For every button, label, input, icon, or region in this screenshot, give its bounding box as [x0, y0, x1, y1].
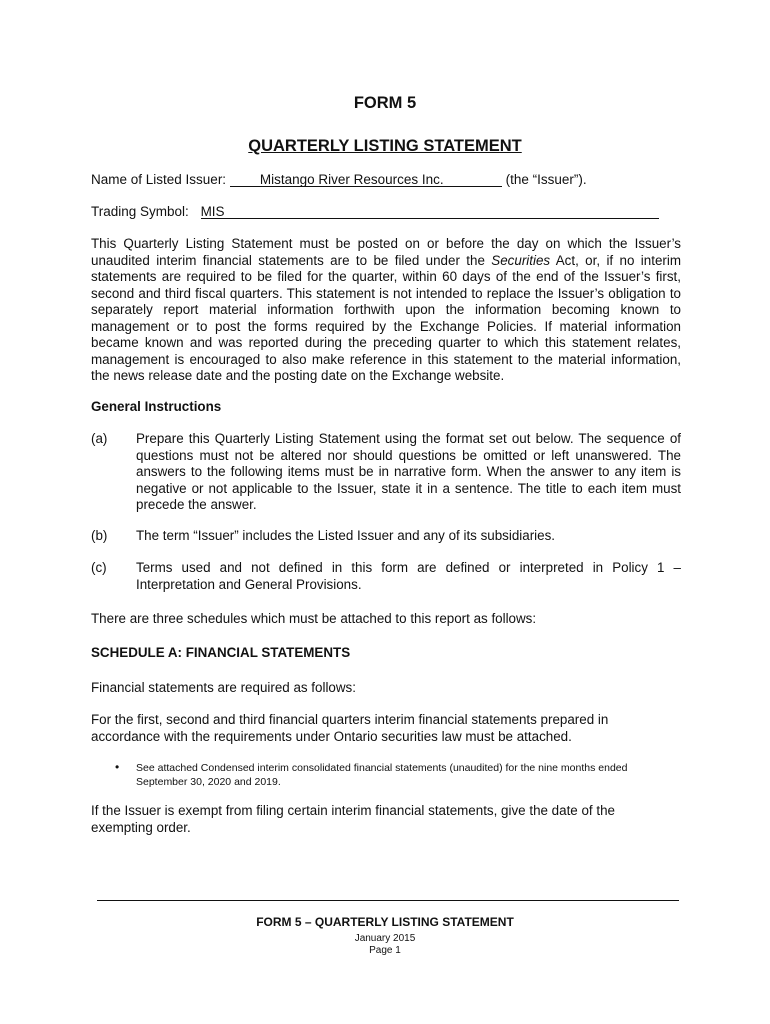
instruction-text-b: The term “Issuer” includes the Listed Issuer and any of its subsidiaries. [136, 528, 556, 543]
intro-paragraph [91, 236, 681, 385]
exempt-question: If the Issuer is exempt from filing certain interim financial statements, give the date of the exempting order. [91, 803, 615, 835]
general-instructions-heading: General Instructions [91, 399, 222, 414]
instruction-text-c: Terms used and not defined in this form are defined or interpreted in Policy 1 – Interpretation and General Provisions. [136, 560, 681, 592]
trading-symbol-label: Trading Symbol: [91, 204, 189, 219]
instruction-letter-a: (a) [91, 431, 108, 446]
footer-date: January 2015 [354, 933, 416, 944]
financial-statements-required: Financial statements are required as follows: [91, 680, 356, 695]
trading-symbol-row [91, 204, 659, 219]
footer-title: FORM 5 – QUARTERLY LISTING STATEMENT [256, 915, 514, 929]
statement-title: QUARTERLY LISTING STATEMENT [248, 137, 522, 155]
bullet-icon: • [115, 760, 120, 774]
issuer-name-row [91, 172, 587, 187]
schedule-a-heading: SCHEDULE A: FINANCIAL STATEMENTS [91, 645, 351, 660]
instruction-letter-c: (c) [91, 560, 107, 575]
quarters-requirement: For the first, second and third financial quarters interim financial statements prepared in accordance with the requirements under Ontario securities law must be attached. [91, 712, 609, 744]
intro-text-italic: Securities [491, 252, 551, 268]
attached-statements-note: See attached Condensed interim consolidated financial statements (unaudited) for the nine months ended September 30, 2020 and 2019. [136, 762, 628, 788]
form-number: FORM 5 [353, 94, 417, 112]
intro-text-part1: This Quarterly Listing Statement must be posted on or before the day on which the Issuer’s unaudited interim financial statements are to be filed under the [91, 236, 681, 268]
trading-symbol-field [201, 205, 659, 219]
schedules-intro: There are three schedules which must be attached to this report as follows: [91, 611, 537, 626]
intro-text-part2: Act, or, if no interim statements are required to be filed for the quarter, within 60 days of the end of the Issuer’s first, second and third fiscal quarters. This statement is not intended to replace the Issuer’s obligation to separately report material information forthwith upon the information becoming known to management or to post the forms required by the Exchange Policies. If material information became known and was reported during the preceding quarter to which this statement relates, management is encouraged to also make reference in this statement to the material information, the news release date and the posting date on the Exchange website. [91, 252, 681, 383]
footer-divider [97, 900, 679, 901]
trading-symbol-value: MIS [200, 204, 225, 219]
issuer-name-field [230, 173, 502, 187]
instruction-text-a: Prepare this Quarterly Listing Statement using the format set out below. The sequence of questions must not be altered nor should questions be omitted or left unanswered. The answers to the following items must be in narrative form. When the answer to any item is negative or not applicable to the Issuer, state it in a sentence. The title to each item must precede the answer. [136, 431, 681, 512]
issuer-name-label: Name of Listed Issuer: [91, 172, 227, 187]
issuer-name-suffix: (the “Issuer”). [505, 172, 587, 187]
issuer-name-value: Mistango River Resources Inc. [259, 172, 444, 187]
instruction-letter-b: (b) [91, 528, 108, 543]
footer-page-number: Page 1 [369, 945, 401, 956]
